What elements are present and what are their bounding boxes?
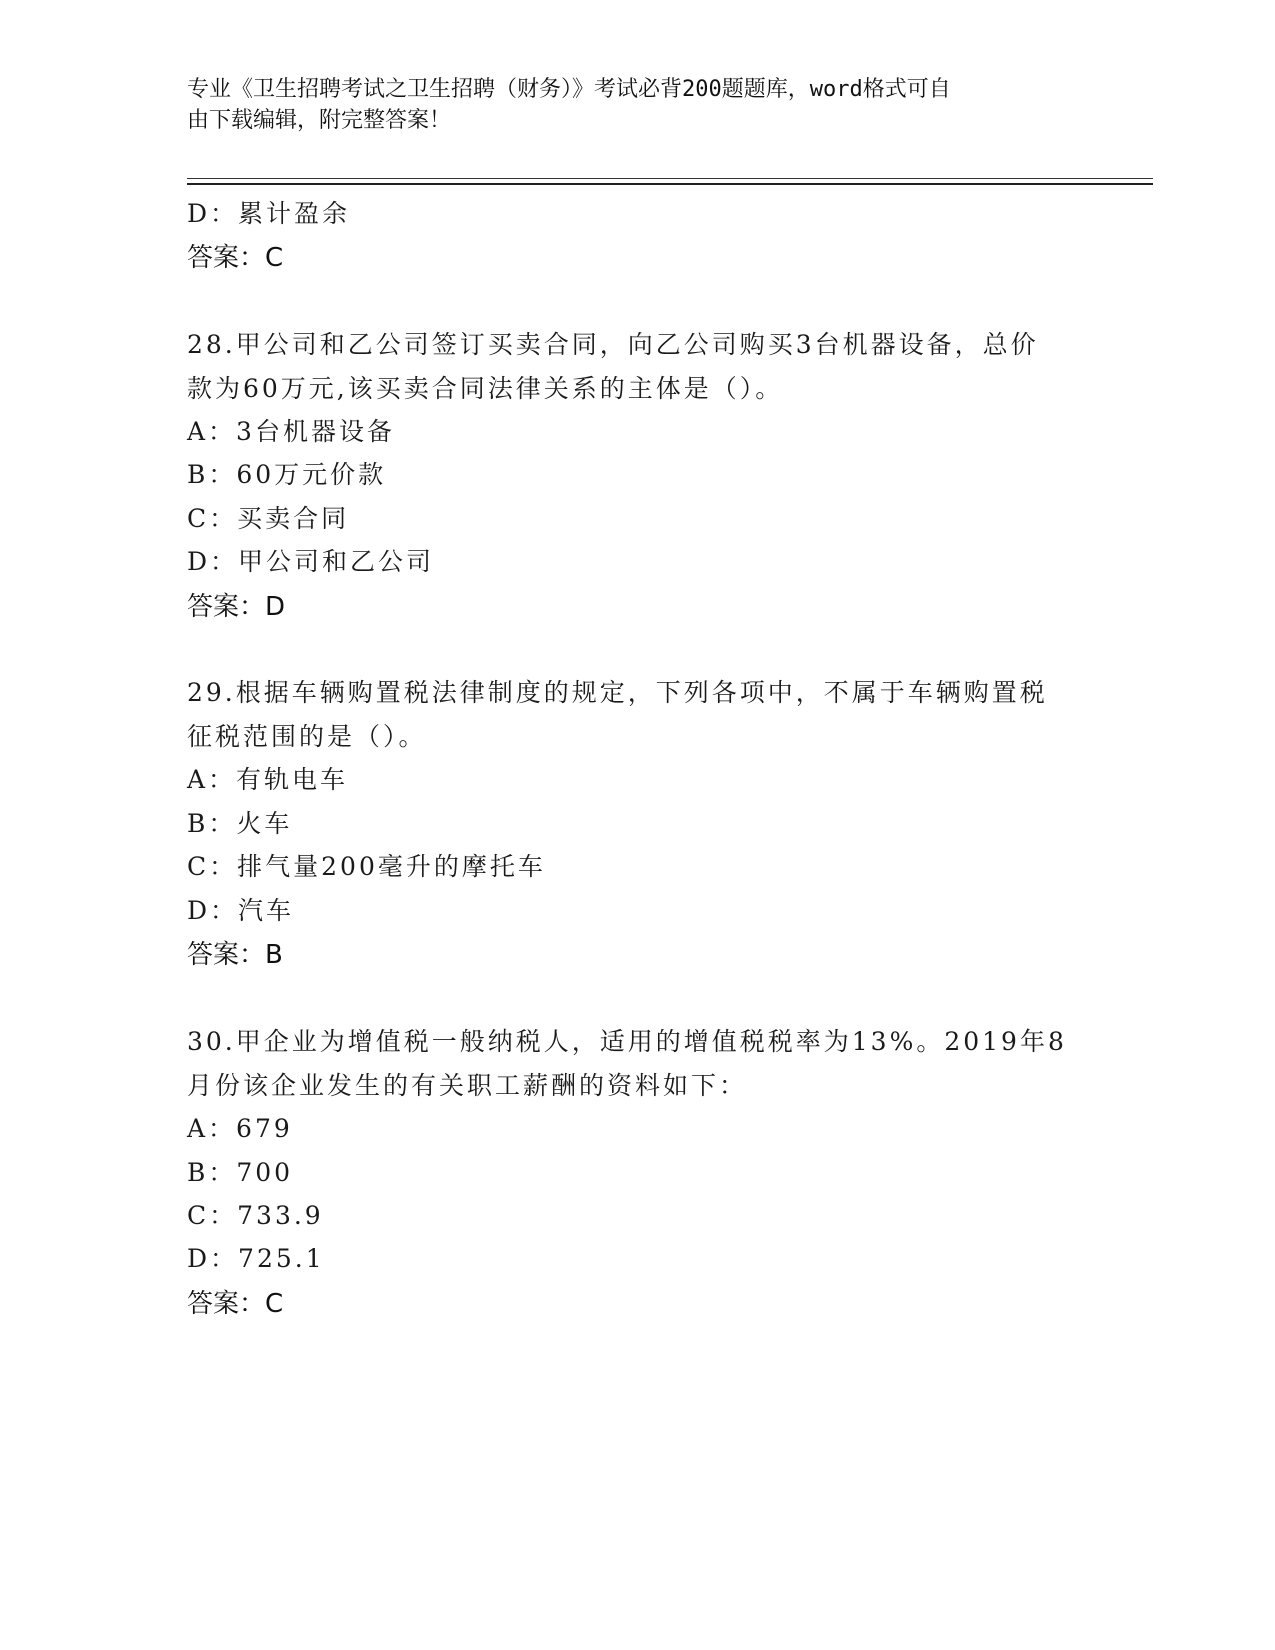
header-divider-thin xyxy=(187,178,1153,179)
header-line-2: 由下载编辑，附完整答案！ xyxy=(187,108,452,133)
option-d: D：汽车 xyxy=(187,896,295,925)
option-d: D：725.1 xyxy=(187,1244,325,1273)
question-stem-line-2: 款为60万元,该买卖合同法律关系的主体是（）。 xyxy=(187,374,784,403)
option-b: B：700 xyxy=(187,1158,294,1187)
question-stem-line-2: 月份该企业发生的有关职工薪酬的资料如下： xyxy=(187,1071,748,1100)
answer-line: 答案：C xyxy=(187,1289,284,1319)
answer-line: 答案：C xyxy=(187,243,284,273)
question-stem-line-1: 28.甲公司和乙公司签订买卖合同，向乙公司购买3台机器设备，总价 xyxy=(187,330,1039,359)
option-c: C：排气量200毫升的摩托车 xyxy=(187,852,546,881)
answer-line: 答案：B xyxy=(187,940,283,970)
option-a: A：3台机器设备 xyxy=(187,417,395,446)
header-divider-thick xyxy=(187,183,1153,185)
question-stem-line-1: 29.根据车辆购置税法律制度的规定，下列各项中，不属于车辆购置税 xyxy=(187,678,1048,707)
option-c: C：买卖合同 xyxy=(187,504,350,533)
option-d: D：累计盈余 xyxy=(187,199,351,228)
answer-line: 答案：D xyxy=(187,592,286,622)
document-header xyxy=(187,74,1067,136)
question-stem-line-2: 征税范围的是（）。 xyxy=(187,722,427,751)
option-b: B：60万元价款 xyxy=(187,460,387,489)
option-c: C：733.9 xyxy=(187,1201,324,1230)
option-d: D：甲公司和乙公司 xyxy=(187,547,435,576)
option-a: A：679 xyxy=(187,1114,293,1143)
option-a: A：有轨电车 xyxy=(187,765,349,794)
option-b: B：火车 xyxy=(187,809,293,838)
header-line-1: 专业《卫生招聘考试之卫生招聘（财务）》考试必背200题题库，word格式可自 xyxy=(187,77,951,102)
question-stem-line-1: 30.甲企业为增值税一般纳税人，适用的增值税税率为13%。2019年8 xyxy=(187,1027,1067,1056)
